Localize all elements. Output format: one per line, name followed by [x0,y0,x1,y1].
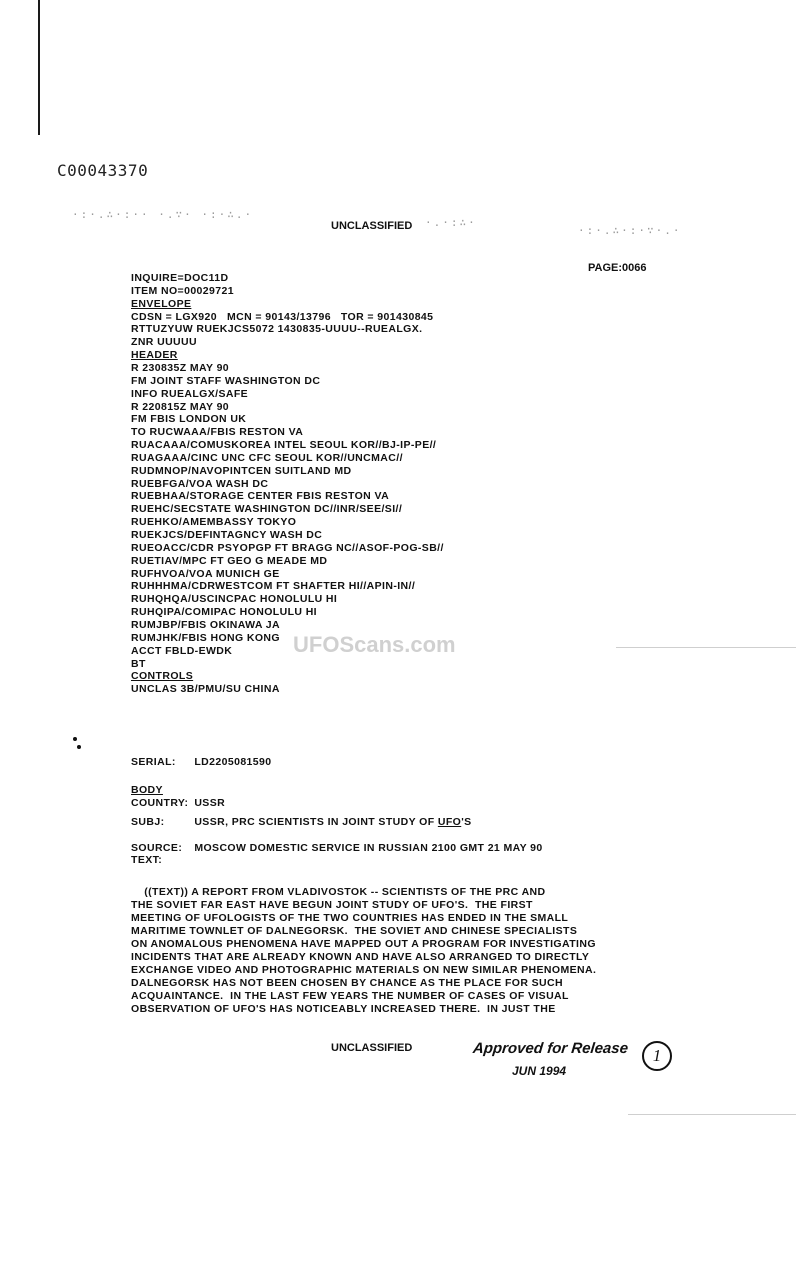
header-line: RUEHC/SECSTATE WASHINGTON DC//INR/SEE/SI// [131,503,403,516]
scan-mark [77,745,81,749]
approval-stamp: Approved for Release [472,1040,629,1057]
header-line: ZNR UUUUU [131,336,198,349]
header-line: RTTUZYUW RUEKJCS5072 1430835-UUUU--RUEALGX. [131,323,423,336]
header-line: RUEHKO/AMEMBASSY TOKYO [131,516,297,529]
header-line: BT [131,657,146,670]
serial-value: LD2205081590 [194,756,272,768]
header-line: INQUIRE=DOC11D [131,272,229,284]
page-number: PAGE:0066 [588,262,647,274]
header-line: FM JOINT STAFF WASHINGTON DC [131,374,321,387]
header-line: RUMJBP/FBIS OKINAWA JA [131,619,281,631]
scan-rule [628,1114,796,1115]
subject-suffix: 'S [461,816,472,828]
classification-bottom: UNCLASSIFIED [331,1042,413,1054]
body-line: OBSERVATION OF UFO'S HAS NOTICEABLY INCREASED THERE. IN JUST THE [131,1003,556,1015]
country-value: USSR [194,797,226,809]
header-line: HEADER [131,349,178,362]
body-line: INCIDENTS THAT ARE ALREADY KNOWN AND HAVE ALSO ARRANGED TO DIRECTLY [131,951,590,963]
header-line: ACCT FBLD-EWDK [131,644,233,657]
header-line: RUEOACC/CDR PSYOPGP FT BRAGG NC//ASOF-POG-SB// [131,541,444,554]
header-line: UNCLAS 3B/PMU/SU CHINA [131,683,280,696]
document-id: C00043370 [57,161,149,180]
scan-noise: ·.·:∴· [425,216,477,229]
header-line: RUFHVOA/VOA MUNICH GE [131,567,280,580]
classification-top: UNCLASSIFIED [331,220,413,232]
serial-line [131,756,272,768]
approval-date: JUN 1994 [512,1064,567,1078]
scan-mark [73,737,77,741]
country-label: COUNTRY: [131,797,189,809]
header-line: CDSN = LGX920 MCN = 90143/13796 TOR = 901430845 [131,310,434,323]
header-line: RUAGAAA/CINC UNC CFC SEOUL KOR//UNCMAC// [131,451,403,464]
body-line: ACQUAINTANCE. IN THE LAST FEW YEARS THE NUMBER OF CASES OF VISUAL [131,990,569,1002]
source-line [131,842,543,854]
scan-rule [616,647,796,648]
body-line: ON ANOMALOUS PHENOMENA HAVE MAPPED OUT A PROGRAM FOR INVESTIGATING [131,938,596,950]
header-line: RUEBFGA/VOA WASH DC [131,477,269,490]
page-marker: 1 [652,1046,662,1065]
text-label: TEXT: [131,854,163,866]
scan-noise: ·:·.∴·:·∵·.· [578,224,682,237]
header-line: R 220815Z MAY 90 [131,400,230,413]
watermark: UFOScans.com [293,632,456,657]
body-heading: BODY [131,784,163,796]
body-line: EXCHANGE VIDEO AND PHOTOGRAPHIC MATERIALS ON NEW SIMILAR PHENOMENA. [131,964,597,976]
subject-value [194,816,471,828]
header-line: RUETIAV/MPC FT GEO G MEADE MD [131,554,328,567]
header-line: RUEBHAA/STORAGE CENTER FBIS RESTON VA [131,490,390,503]
header-line: RUHQIPA/COMIPAC HONOLULU HI [131,606,317,619]
header-line: TO RUCWAAA/FBIS RESTON VA [131,426,304,439]
subject-label: SUBJ: [131,816,165,828]
header-line: ENVELOPE [131,297,192,310]
serial-label: SERIAL: [131,756,176,768]
source-label: SOURCE: [131,842,183,854]
header-line: RUDMNOP/NAVOPINTCEN SUITLAND MD [131,464,352,477]
page-marker-circle [642,1041,672,1071]
header-line: RUMJHK/FBIS HONG KONG [131,631,280,644]
body-line: THE SOVIET FAR EAST HAVE BEGUN JOINT STUDY OF UFO'S. THE FIRST [131,899,533,911]
header-line: INFO RUEALGX/SAFE [131,387,249,400]
header-line: RUHHHMA/CDRWESTCOM FT SHAFTER HI//APIN-IN// [131,580,416,593]
subject-line [131,816,472,828]
header-line: R 230835Z MAY 90 [131,361,230,374]
body-line: DALNEGORSK HAS NOT BEEN CHOSEN BY CHANCE AS THE PLACE FOR SUCH [131,977,563,989]
body-line: MARITIME TOWNLET OF DALNEGORSK. THE SOVIET AND CHINESE SPECIALISTS [131,925,578,937]
scan-edge-line [38,0,40,135]
header-line: CONTROLS [131,670,194,683]
header-line: RUHQHQA/USCINCPAC HONOLULU HI [131,593,338,606]
header-line: RUEKJCS/DEFINTAGNCY WASH DC [131,529,323,541]
header-line: RUACAAA/COMUSKOREA INTEL SEOUL KOR//BJ-IP-PE// [131,439,437,451]
scan-noise: ·:·.∴·:·· ·.∵· ·:·∴.· [72,208,254,221]
source-value: MOSCOW DOMESTIC SERVICE IN RUSSIAN 2100 GMT 21 MAY 90 [194,842,543,854]
subject-ufo: UFO [437,816,462,828]
country-line [131,797,225,809]
body-line: MEETING OF UFOLOGISTS OF THE TWO COUNTRIES HAS ENDED IN THE SMALL [131,912,569,924]
header-line: ITEM NO=00029721 [131,284,234,297]
body-line: ((TEXT)) A REPORT FROM VLADIVOSTOK -- SCIENTISTS OF THE PRC AND [131,886,546,898]
header-line: FM FBIS LONDON UK [131,413,247,426]
subject-text: USSR, PRC SCIENTISTS IN JOINT STUDY OF [194,816,438,828]
